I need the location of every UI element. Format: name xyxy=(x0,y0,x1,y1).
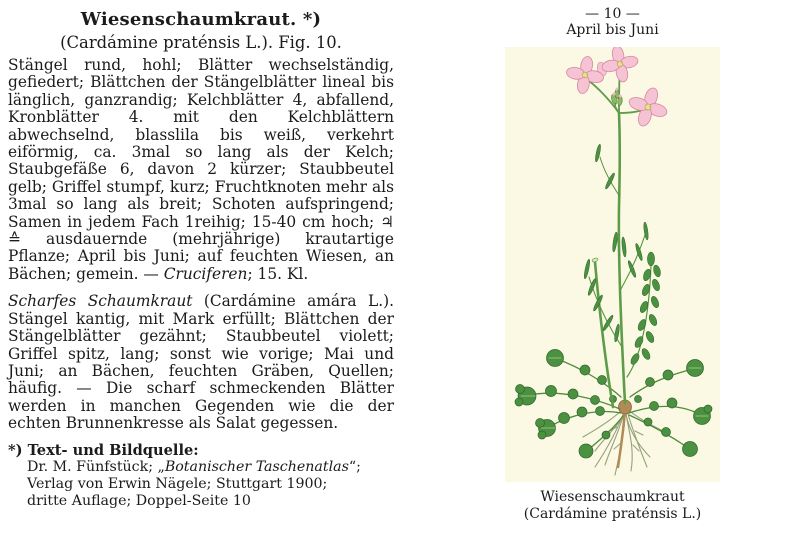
footnote-quote-close: “; xyxy=(348,458,361,475)
related-species-text: (Cardámine amára L.). Stängel kantig, mit Mark erfüllt; Blättchen der Stängelblätter gezähnt; Staubbeutel violett; Griffel spitz, lang; sonst wie vorige; Mai und Juni; an Bächen, feuchten Gräben, Quellen; häufig. — Die scharf schmeckenden Blätter werden in manchen Gegenden wie die der echten Brunnenkresse als Salat gegessen. xyxy=(8,292,395,433)
article-title: Wiesenschaumkraut. *) xyxy=(80,9,322,30)
paragraph-species-description xyxy=(8,57,394,283)
figure-caption xyxy=(505,489,720,522)
flowering-period: April bis Juni xyxy=(566,22,659,38)
page-number: — 10 — xyxy=(585,6,640,22)
figure-caption-name: Wiesenschaumkraut xyxy=(540,489,685,505)
plant-illustration-svg xyxy=(505,47,720,482)
family-name-italic: Cruciferen xyxy=(163,264,248,283)
description-tail: ; 15. Kl. xyxy=(247,264,309,283)
figure-caption-latin: (Cardámine praténsis L.) xyxy=(523,505,702,522)
paragraph-related-species xyxy=(8,293,394,432)
illustration-background xyxy=(505,47,720,482)
footnote-book-title-italic: Botanischer Taschenatlas xyxy=(164,458,349,475)
article-subtitle: (Cardámine praténsis L.). Fig. 10. xyxy=(60,33,342,52)
footnote-author: Dr. M. Fünfstück; „ xyxy=(27,458,165,475)
footnote-heading: *) Text- und Bildquelle: xyxy=(8,441,199,459)
description-text: Stängel rund, hohl; Blätter wechselständig, gefiedert; Blättchen der Stängelblätter lineal bis länglich, ganzrandig; Kelchblätter 4, abfallend, Kronblätter 4. mit den Kelchblättern abwechselnd, blasslila bis weiß, verkehrt eiförmig, ca. 3mal so lang als der Kelch; Staubgefäße 6, davon 2 kürzer; Staubbeutel gelb; Griffel stumpf, kurz; Fruchtknoten mehr als 3mal so lang als breit; Schoten aufspringend; Samen in jedem Fach 1reihig; 15-40 cm hoch; ♃ ≙ ausdauernde (mehrjährige) krautartige Pflanze; April bis Juni; auf feuchten Wiesen, an Bächen; gemein. — xyxy=(8,56,394,283)
figure-column xyxy=(505,6,720,522)
footnote-publisher-line: Verlag von Erwin Nägele; Stuttgart 1900; xyxy=(27,475,328,492)
footnote-edition-line: dritte Auflage; Doppel-Seite 10 xyxy=(27,493,251,510)
footnote-source xyxy=(8,442,394,511)
related-species-name-italic: Scharfes Schaumkraut xyxy=(8,292,193,311)
article-column xyxy=(8,9,394,510)
plant-illustration xyxy=(505,47,720,482)
footnote-author-line xyxy=(8,459,394,476)
